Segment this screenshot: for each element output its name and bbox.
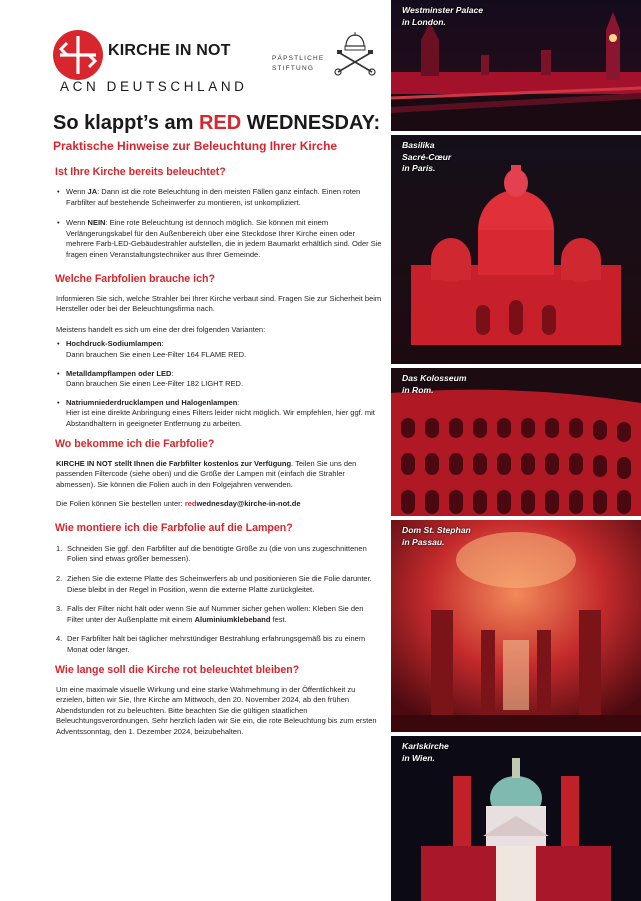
order-email-link[interactable]: redwednesday@kirche-in-not.de [184,499,301,509]
photo-caption: Dom St. Stephan in Passau. [402,525,471,547]
photo-caption: Westminster Palace in London. [402,5,484,27]
seal-text [272,54,324,74]
list-item: • Wenn JA: Dann ist die rote Beleuchtung in den meisten Fällen ganz einfach. Einen roten Farbfilter auf bestehende Scheinwerfer zu montieren, ist unkompliziert. [56,187,382,208]
page-title [53,112,380,135]
list-item: 2. Ziehen Sie die externe Platte des Scheinwerfers ab und positionieren Sie die Folie darunter. Diese bleibt in der Regel in Position, wenn die externe Platte zurückgleitet. [56,574,372,594]
photo-karlskirche [391,736,641,901]
page-subtitle: Praktische Hinweise zur Beleuchtung Ihrer Kirche [53,139,338,153]
papal-foundation-seal [272,38,382,83]
paragraph: KIRCHE IN NOT stellt Ihnen die Farbfilter kostenlos zur Verfügung. Teilen Sie uns den passenden Filtercode (siehe oben) und die Größe der Lampen mit (einfach die Strahler abmessen). Sie können die Folien auch in den Folgejahren verwenden. [56,458,357,489]
list-item: • Natriumniederdrucklampen und Halogenlampen: Hier ist eine direkte Anbringung eines Filters leider nicht möglich. Wir empfehlen, hier ggf. mit Abstandhaltern in geeigneter Entfernung zu arbeiten. [56,398,382,430]
photo-caption: Basilika Sacré-Cœur in Paris. [402,140,452,173]
mount-steps-list [56,544,382,656]
list-item: • Metalldampflampen oder LED: Dann brauchen Sie einen Lee-Filter 182 LIGHT RED. [56,369,382,390]
title-red-word: RED [198,112,242,134]
kirche-in-not-logo [53,30,103,80]
photo-caption: Das Kolosseum in Rom. [402,373,467,395]
photo-colosseum [391,368,641,516]
list-item: 3. Falls der Filter nicht hält oder wenn Sie auf Nummer sicher gehen wollen: Kleben Sie den Filter unter der Außenplatte mit einem Aluminiumklebeband fest. [56,604,364,624]
title-part-1: So klappt’s am [53,112,199,134]
paragraph: Um eine maximale visuelle Wirkung und eine starke Wahrnehmung in der Öffentlichkeit zu erzielen, bitten wir Sie, Ihre Kirche am Mittwoch, den 20. November 2024, ab den frühen Abendstunden rot zu beleuchten. Bitte beachten Sie die gültigen staatlichen Beleuchtungsverordnungen. Sehr herzlich laden wir Sie ein, die rote Beleuchtung bis zum ersten Adventssonntag, den 1. Dezember 2024, beizubehalten. [56,684,377,736]
papal-keys-icon [330,32,380,78]
list-item: • Hochdruck-Sodiumlampen: Dann brauchen Sie einen Lee-Filter 164 FLAME RED. [56,339,382,360]
main-content [56,166,382,746]
list-item: 1. Schneiden Sie ggf. den Farbfilter auf die benötigte Größe zu (die von uns zugeschnittenen Folien sind etwas größer bemessen). [56,543,367,564]
photo-sacre-coeur [391,135,641,364]
list-item: • Wenn NEIN: Eine rote Beleuchtung ist dennoch möglich. Sie können mit einem Verlängerungskabel für den Außenbereich über eine Steckdose Ihrer Kirche einen oder mehrere Farb-LED-Gebäudestrahler aufstellen, die in jedem Baumarkt erhältlich sind. Oder Sie fragen einen Veranstaltungstechniker aus Ihrer Gemeinde. [56,218,382,260]
photo-caption: Karlskirche in Wien. [402,741,449,763]
brand-name: KIRCHE IN NOT [108,42,231,59]
lamp-variants-list [56,339,382,429]
brand-subtitle: ACN DEUTSCHLAND [60,79,248,94]
seal-line-2: STIFTUNG [272,65,315,72]
paragraph: Die Folien können Sie bestellen unter: redwednesday@kirche-in-not.de [56,499,301,509]
photo-westminster [391,0,641,131]
section-heading-lit: Ist Ihre Kirche bereits beleuchtet? [55,166,226,178]
photo-passau [391,520,641,732]
seal-line-1: PÄPSTLICHE [272,55,325,62]
section-heading-foils: Welche Farbfolien brauche ich? [55,272,215,285]
section-heading-where: Wo bekomme ich die Farbfolie? [55,437,215,450]
cross-arrows-icon [53,30,103,80]
bullet-list-lit [56,187,382,261]
list-item: 4. Der Farbfilter hält bei täglicher mehrstündiger Bestrahlung erfahrungsgemäß bis zu einem Monat oder länger. [56,634,366,655]
paragraph: Informieren Sie sich, welche Strahler bei Ihrer Kirche verbaut sind. Fragen Sie zur Sicherheit beim Hersteller oder bei der Beleuchtungsfirma nach. [56,293,382,314]
title-part-3: WEDNESDAY: [241,112,381,134]
section-heading-mount: Wie montiere ich die Farbfolie auf die Lampen? [55,521,293,534]
paragraph: Meistens handelt es sich um eine der drei folgenden Varianten: [56,324,266,334]
section-heading-duration: Wie lange soll die Kirche rot beleuchtet bleiben? [55,663,300,676]
